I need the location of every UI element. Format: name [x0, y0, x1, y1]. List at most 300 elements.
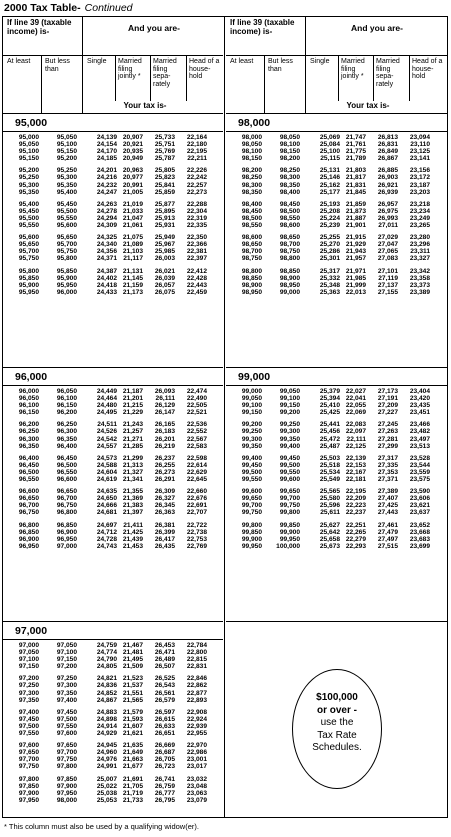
head-of-household-tax-cell: 23,699: [409, 542, 430, 550]
row-group: [226, 520, 447, 553]
single-tax-cell: 24,170: [96, 148, 117, 156]
header-divider: [150, 55, 151, 101]
head-of-household-tax-cell: 22,877: [186, 689, 207, 697]
head-of-household-tax-cell: 23,358: [409, 274, 430, 282]
at-least-cell: 99,950: [241, 542, 262, 550]
table-row: [3, 182, 223, 189]
married-separately-tax-cell: 27,515: [377, 542, 398, 550]
header-divider: [82, 17, 83, 113]
married-jointly-tax-cell: 21,173: [122, 288, 143, 296]
but-less-than-cell: 97,550: [56, 722, 77, 730]
married-jointly-tax-cell: 21,019: [122, 200, 143, 208]
married-separately-tax-cell: 26,939: [377, 188, 398, 196]
head-of-household-tax-cell: 22,552: [186, 428, 207, 436]
section-rows: [3, 385, 223, 553]
table-row: [3, 776, 223, 783]
header-bottom-rule: [226, 113, 447, 114]
but-less-than-cell: 99,800: [279, 509, 300, 517]
table-row: [226, 208, 447, 215]
head-of-household-tax-cell: 22,490: [186, 395, 207, 403]
head-of-household-tax-cell: 23,404: [409, 388, 430, 395]
married-separately-tax-cell: 27,209: [377, 402, 398, 410]
head-of-household-tax-cell: 23,280: [409, 234, 430, 242]
head-of-household-tax-cell: 23,389: [409, 288, 430, 296]
married-jointly-tax-cell: 21,369: [122, 495, 143, 503]
header-divider: [409, 55, 410, 101]
married-jointly-tax-cell: 21,593: [122, 715, 143, 723]
at-least-cell: 96,500: [18, 468, 39, 476]
but-less-than-cell: 98,000: [56, 796, 77, 804]
table-row: [226, 282, 447, 289]
at-least-cell: 97,950: [18, 796, 39, 804]
at-least-cell: 95,300: [18, 181, 39, 189]
table-row: [226, 421, 447, 428]
section-heading: 97,000: [15, 625, 48, 637]
single-tax-cell: 25,007: [96, 775, 117, 783]
and-you-are-label: And you are-: [351, 23, 403, 33]
single-tax-cell: 25,286: [319, 248, 340, 256]
if-line-label: If line 39 (taxable income) is-: [7, 18, 72, 36]
table-row: [226, 476, 447, 483]
section-98000: [226, 115, 447, 299]
table-row: [3, 675, 223, 682]
at-least-cell: 98,000: [241, 134, 262, 141]
head-of-household-tax-cell: 22,195: [186, 148, 207, 156]
at-least-cell: 98,750: [241, 255, 262, 263]
single-tax-cell: 25,255: [319, 234, 340, 242]
but-less-than-label: But less than: [45, 58, 70, 73]
married-jointly-tax-cell: 21,579: [122, 708, 143, 716]
married-separately-tax-cell: 26,561: [154, 689, 175, 697]
table-row: [3, 395, 223, 402]
table-row: [3, 289, 223, 296]
head-of-household-tax-cell: 22,381: [186, 248, 207, 256]
single-tax-cell: 25,673: [319, 542, 340, 550]
single-tax-cell: 25,224: [319, 214, 340, 222]
married-separately-tax-cell: 25,751: [154, 141, 175, 149]
header-divider: [186, 55, 187, 101]
single-tax-cell: 25,503: [319, 454, 340, 462]
married-jointly-tax-cell: 22,195: [345, 488, 366, 496]
but-less-than-cell: 98,400: [279, 188, 300, 196]
table-row: [3, 690, 223, 697]
at-least-cell: 96,000: [18, 388, 39, 395]
but-less-than-cell: 98,100: [279, 141, 300, 149]
single-tax-cell: 25,348: [319, 281, 340, 289]
but-less-than-cell: 96,750: [56, 502, 77, 510]
at-least-cell: 99,100: [241, 402, 262, 410]
but-less-than-cell: 96,000: [56, 288, 77, 296]
head-of-household-tax-cell: 23,373: [409, 281, 430, 289]
single-tax-cell: 24,526: [96, 428, 117, 436]
but-less-than-cell: 97,050: [56, 642, 77, 649]
but-less-than-cell: 99,700: [279, 495, 300, 503]
married-separately-tax-cell: 26,723: [154, 763, 175, 771]
head-of-household-tax-cell: 22,567: [186, 435, 207, 443]
at-least-label: At least: [230, 58, 254, 65]
section-99000: [226, 369, 447, 553]
row-group: [226, 232, 447, 265]
but-less-than-cell: 95,950: [56, 281, 77, 289]
single-tax-cell: 24,232: [96, 181, 117, 189]
header-divider: [338, 55, 339, 101]
table-row: [3, 763, 223, 770]
head-of-household-tax-cell: 22,769: [186, 542, 207, 550]
but-less-than-cell: 99,200: [279, 409, 300, 417]
married-separately-tax-cell: 26,363: [154, 509, 175, 517]
table-row: [226, 201, 447, 208]
at-least-cell: 98,400: [241, 200, 262, 208]
at-least-cell: 95,200: [18, 167, 39, 175]
married-separately-tax-cell: 26,453: [154, 642, 175, 649]
table-row: [226, 255, 447, 262]
married-separately-tax-cell: 27,425: [377, 502, 398, 510]
at-least-cell: 99,750: [241, 509, 262, 517]
at-least-cell: 99,650: [241, 495, 262, 503]
at-least-cell: 97,100: [18, 656, 39, 664]
at-least-cell: 95,400: [18, 200, 39, 208]
at-least-cell: 95,750: [18, 255, 39, 263]
at-least-cell: 96,350: [18, 442, 39, 450]
married-separately-tax-cell: 26,759: [154, 782, 175, 790]
head-of-household-tax-cell: 23,063: [186, 789, 207, 797]
at-least-cell: 97,050: [18, 649, 39, 657]
table-row: [226, 395, 447, 402]
married-separately-tax-cell: 27,047: [377, 241, 398, 249]
married-jointly-tax-cell: 22,083: [345, 421, 366, 429]
married-jointly-tax-cell: 20,921: [122, 141, 143, 149]
but-less-than-cell: 99,450: [279, 454, 300, 462]
married-separately-tax-cell: 26,399: [154, 528, 175, 536]
table-row: [226, 522, 447, 529]
single-tax-cell: 24,821: [96, 675, 117, 683]
but-less-than-cell: 96,550: [56, 468, 77, 476]
single-tax-cell: 25,084: [319, 141, 340, 149]
but-less-than-cell: 95,900: [56, 274, 77, 282]
head-of-household-tax-cell: 22,459: [186, 288, 207, 296]
at-least-cell: 95,500: [18, 214, 39, 222]
at-least-cell: 96,050: [18, 395, 39, 403]
table-row: [226, 134, 447, 141]
married-jointly-tax-cell: 21,047: [122, 214, 143, 222]
single-tax-cell: 24,511: [97, 421, 117, 429]
table-row: [226, 443, 447, 450]
married-jointly-tax-cell: 21,313: [122, 461, 143, 469]
married-jointly-tax-cell: 21,859: [345, 200, 366, 208]
but-less-than-cell: 97,600: [56, 730, 77, 738]
table-row: [226, 388, 447, 395]
at-least-cell: 98,200: [241, 167, 262, 175]
married-separately-tax-cell: 25,967: [154, 241, 175, 249]
single-tax-cell: 24,185: [96, 155, 117, 163]
head-of-household-tax-cell: 22,288: [186, 200, 207, 208]
married-separately-tax-cell: 26,957: [377, 200, 398, 208]
married-jointly-tax-cell: 20,991: [122, 181, 143, 189]
row-group: [3, 199, 223, 232]
single-tax-cell: 24,945: [96, 742, 117, 750]
but-less-than-cell: 98,700: [279, 241, 300, 249]
but-less-than-cell: 97,750: [56, 756, 77, 764]
single-tax-cell: 24,991: [96, 763, 117, 771]
but-less-than-cell: 99,550: [279, 468, 300, 476]
but-less-than-cell: 96,900: [56, 528, 77, 536]
single-tax-cell: 25,115: [320, 155, 340, 163]
at-least-cell: 98,100: [241, 148, 262, 156]
at-least-cell: 98,300: [241, 181, 262, 189]
married-separately-tax-cell: 26,543: [154, 682, 175, 690]
but-less-than-cell: 96,950: [56, 535, 77, 543]
table-row: [226, 215, 447, 222]
at-least-cell: 96,900: [18, 535, 39, 543]
single-tax-cell: 24,557: [96, 442, 117, 450]
head-of-household-tax-cell: 22,304: [186, 207, 207, 215]
at-least-cell: 95,350: [18, 188, 39, 196]
married-separately-tax-cell: 26,777: [154, 789, 175, 797]
single-tax-cell: 25,131: [319, 167, 340, 175]
married-jointly-tax-cell: 22,153: [345, 461, 366, 469]
head-of-household-tax-cell: 23,296: [409, 241, 430, 249]
but-less-than-cell: 99,750: [279, 502, 300, 510]
single-tax-cell: 24,433: [96, 288, 117, 296]
header-rule: [3, 55, 223, 56]
but-less-than-cell: 98,750: [279, 248, 300, 256]
single-tax-cell: 24,418: [96, 281, 117, 289]
single-tax-cell: 25,410: [319, 402, 340, 410]
row-group: [226, 266, 447, 299]
row-group: [3, 673, 223, 706]
married-separately-tax-cell: 26,975: [377, 207, 398, 215]
married-separately-tax-cell: 27,389: [377, 488, 398, 496]
single-tax-cell: 25,627: [319, 521, 340, 529]
at-least-cell: 97,250: [18, 682, 39, 690]
married-jointly-tax-cell: 21,243: [122, 421, 143, 429]
married-separately-tax-cell: 26,741: [154, 775, 175, 783]
but-less-than-cell: 98,300: [279, 174, 300, 182]
at-least-cell: 95,450: [18, 207, 39, 215]
title-continued: Continued: [84, 2, 133, 14]
head-of-household-tax-cell: 23,606: [409, 495, 430, 503]
married-separately-tax-cell: 26,237: [154, 454, 175, 462]
at-least-cell: 99,550: [241, 476, 262, 484]
single-tax-cell: 25,425: [319, 409, 340, 417]
row-group: [3, 520, 223, 553]
at-least-cell: 95,000: [18, 134, 39, 141]
married-jointly-tax-cell: 21,873: [345, 207, 366, 215]
table-row: [3, 241, 223, 248]
table-row: [3, 189, 223, 196]
single-tax-cell: 25,580: [319, 495, 340, 503]
single-tax-cell: 24,743: [96, 542, 117, 550]
married-separately-tax-cell: 26,201: [154, 435, 175, 443]
married-separately-tax-cell: 26,921: [377, 181, 398, 189]
single-tax-cell: 25,379: [319, 388, 340, 395]
married-separately-tax-cell: 25,823: [154, 174, 175, 182]
single-tax-cell: 24,139: [96, 134, 117, 141]
married-jointly-tax-cell: 21,397: [122, 509, 143, 517]
married-jointly-tax-cell: 21,145: [122, 274, 143, 282]
head-of-household-tax-cell: 22,521: [186, 409, 207, 417]
table-row: [226, 455, 447, 462]
married-separately-tax-cell: 26,867: [377, 155, 398, 163]
but-less-than-cell: 96,650: [56, 488, 77, 496]
single-tax-cell: 25,596: [319, 502, 340, 510]
head-of-household-tax-cell: 23,032: [186, 775, 207, 783]
at-least-cell: 99,850: [241, 528, 262, 536]
single-tax-cell: 24,790: [96, 656, 117, 664]
but-less-than-cell: 96,700: [56, 495, 77, 503]
at-least-cell: 98,600: [241, 234, 262, 242]
married-separately-tax-cell: 27,119: [378, 274, 398, 282]
married-jointly-tax-cell: 21,467: [122, 642, 143, 649]
married-separately-tax-cell: 27,227: [377, 409, 398, 417]
row-group: [3, 707, 223, 740]
married-separately-tax-cell: 26,327: [154, 495, 175, 503]
married-jointly-label: Married filing jointly *: [341, 58, 365, 80]
table-row: [226, 488, 447, 495]
table-row: [3, 443, 223, 450]
married-jointly-tax-cell: 21,803: [345, 167, 366, 175]
and-you-are-label: And you are-: [128, 23, 180, 33]
at-least-cell: 99,500: [241, 468, 262, 476]
at-least-cell: 95,950: [18, 288, 39, 296]
but-less-than-cell: 99,650: [279, 488, 300, 496]
married-separately-label: Married filing sepa- rately: [153, 58, 177, 88]
table-row: [3, 402, 223, 409]
head-of-household-tax-cell: 22,846: [186, 675, 207, 683]
but-less-than-cell: 100,000: [276, 542, 300, 550]
married-jointly-tax-cell: 21,691: [122, 775, 143, 783]
married-jointly-tax-cell: 21,299: [122, 454, 143, 462]
at-least-cell: 98,850: [241, 274, 262, 282]
but-less-than-cell: 98,450: [279, 200, 300, 208]
head-of-household-tax-cell: 23,435: [409, 402, 430, 410]
table-row: [3, 222, 223, 229]
married-jointly-tax-cell: 21,887: [345, 214, 366, 222]
at-least-cell: 99,250: [241, 428, 262, 436]
married-jointly-tax-cell: 22,237: [345, 509, 366, 517]
table-row: [226, 428, 447, 435]
at-least-cell: 96,950: [18, 542, 39, 550]
footnote: * This column must also be used by a qualifying widow(er).: [4, 822, 199, 831]
married-jointly-tax-cell: 22,293: [345, 542, 366, 550]
head-of-household-tax-cell: 22,443: [186, 281, 207, 289]
single-tax-cell: 24,619: [96, 476, 117, 484]
married-jointly-tax-cell: 21,929: [345, 241, 366, 249]
table-row: [3, 495, 223, 502]
married-separately-tax-cell: 27,191: [377, 395, 398, 403]
table-row: [3, 742, 223, 749]
table-row: [226, 409, 447, 416]
single-tax-cell: 25,301: [319, 255, 340, 263]
at-least-cell: 95,100: [18, 148, 39, 156]
married-separately-tax-cell: 27,299: [377, 442, 398, 450]
single-tax-cell: 25,239: [319, 222, 340, 230]
single-tax-cell: 25,642: [319, 528, 340, 536]
married-separately-tax-cell: 26,129: [154, 402, 175, 410]
head-of-household-tax-cell: 23,420: [409, 395, 430, 403]
but-less-than-cell: 99,850: [279, 521, 300, 529]
table-row: [3, 536, 223, 543]
single-tax-cell: 24,681: [96, 509, 117, 517]
married-separately-tax-cell: 26,615: [154, 715, 175, 723]
head-of-household-tax-cell: 23,590: [409, 488, 430, 496]
married-jointly-tax-cell: 21,621: [122, 730, 143, 738]
married-jointly-tax-cell: 22,041: [345, 395, 366, 403]
married-jointly-tax-cell: 22,279: [345, 535, 366, 543]
married-separately-tax-cell: 26,705: [154, 756, 175, 764]
married-separately-tax-cell: 26,795: [154, 796, 175, 804]
married-jointly-tax-cell: 22,223: [345, 502, 366, 510]
married-jointly-tax-cell: 21,481: [122, 649, 143, 657]
at-least-cell: 99,800: [241, 521, 262, 529]
single-tax-cell: 25,487: [319, 442, 340, 450]
head-of-household-tax-cell: 22,831: [186, 663, 207, 671]
but-less-than-cell: 98,050: [279, 134, 300, 141]
married-separately-tax-cell: 26,597: [154, 708, 175, 716]
single-tax-cell: 24,309: [96, 222, 117, 230]
row-group: [3, 486, 223, 519]
married-jointly-tax-cell: 21,775: [345, 148, 366, 156]
section-96000: [3, 369, 223, 553]
section-rule: [226, 367, 447, 368]
married-jointly-tax-cell: 22,139: [345, 454, 366, 462]
at-least-cell: 97,650: [18, 749, 39, 757]
married-separately-tax-cell: 26,687: [154, 749, 175, 757]
row-group: [3, 740, 223, 773]
single-tax-cell: 25,038: [96, 789, 117, 797]
over-note-line5: Schedules.: [312, 742, 362, 753]
married-jointly-tax-cell: 21,089: [122, 241, 143, 249]
table-row: [3, 488, 223, 495]
married-jointly-tax-cell: 21,439: [122, 535, 143, 543]
at-least-cell: 99,700: [241, 502, 262, 510]
married-jointly-tax-cell: 21,453: [122, 542, 143, 550]
single-tax-cell: 24,836: [96, 682, 117, 690]
married-jointly-tax-cell: 20,963: [122, 167, 143, 175]
but-less-than-cell: 99,150: [279, 402, 300, 410]
single-tax-cell: 24,402: [96, 274, 117, 282]
married-separately-tax-cell: 27,173: [377, 388, 398, 395]
at-least-cell: 98,350: [241, 188, 262, 196]
table-row: [3, 134, 223, 141]
single-tax-cell: 24,697: [96, 521, 117, 529]
table-row: [3, 141, 223, 148]
table-row: [226, 248, 447, 255]
section-97000: [3, 623, 223, 807]
table-row: [3, 282, 223, 289]
head-of-household-tax-cell: 23,001: [186, 756, 207, 764]
married-separately-tax-cell: 25,913: [154, 214, 175, 222]
single-tax-cell: 24,356: [96, 248, 117, 256]
married-jointly-tax-cell: 21,509: [122, 663, 143, 671]
head-of-household-tax-cell: 22,226: [186, 167, 207, 175]
married-separately-tax-cell: 26,273: [154, 468, 175, 476]
married-separately-tax-cell: 26,633: [154, 722, 175, 730]
but-less-than-cell: 98,500: [279, 207, 300, 215]
over-note-line4: Tax Rate: [317, 729, 357, 741]
at-least-cell: 98,700: [241, 248, 262, 256]
but-less-than-cell: 98,600: [279, 222, 300, 230]
row-group: [3, 386, 223, 419]
married-separately-tax-cell: 26,309: [154, 488, 175, 496]
table-row: [226, 462, 447, 469]
but-less-than-cell: 97,200: [56, 663, 77, 671]
table-row: [3, 642, 223, 649]
single-tax-cell: 24,371: [96, 255, 117, 263]
married-separately-tax-cell: 26,903: [377, 174, 398, 182]
married-separately-tax-cell: 27,245: [377, 421, 398, 429]
but-less-than-cell: 98,350: [279, 181, 300, 189]
